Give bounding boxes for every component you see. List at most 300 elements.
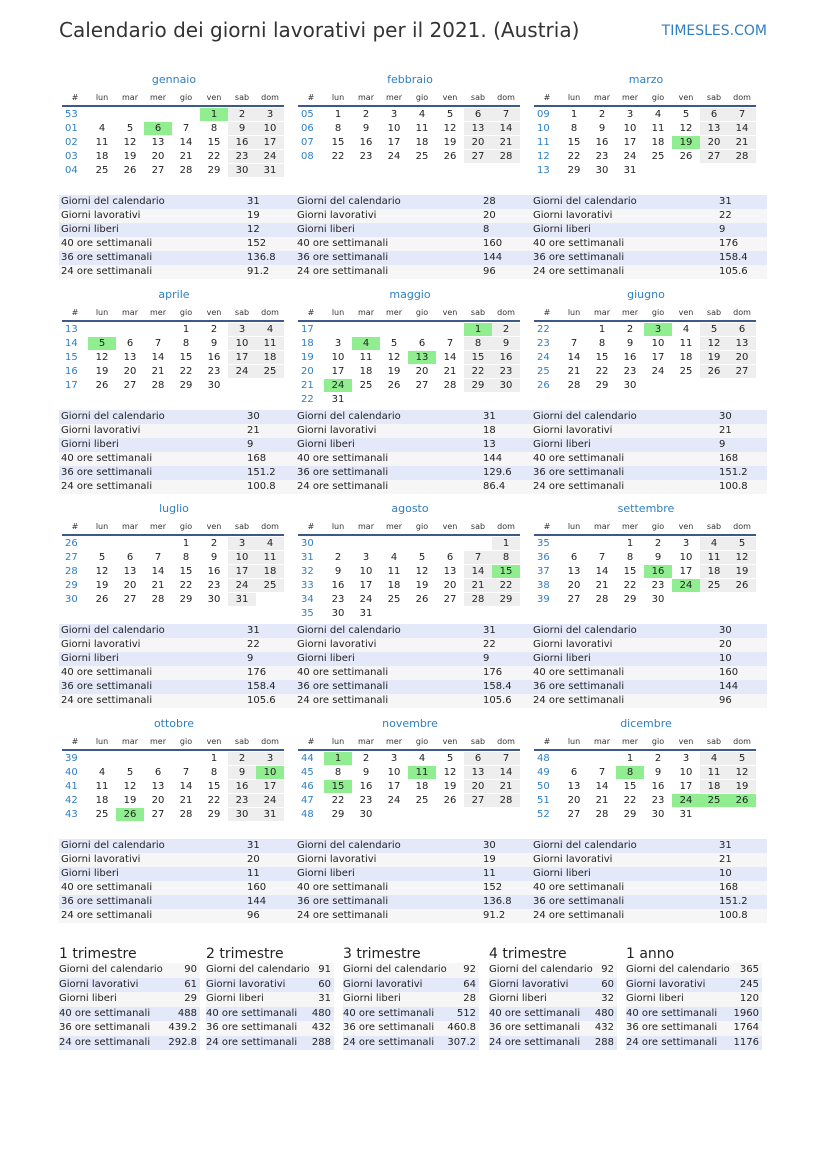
day-cell[interactable]: 9 [654, 552, 662, 563]
day-cell[interactable]: 3 [682, 753, 690, 764]
day-cell[interactable]: 7 [446, 338, 454, 349]
day-cell[interactable]: 28 [595, 809, 609, 820]
day-cell[interactable]: 20 [443, 580, 457, 591]
day-cell[interactable]: 12 [679, 123, 693, 134]
day-cell[interactable]: 24 [228, 365, 256, 378]
day-cell[interactable]: 24 [387, 151, 401, 162]
day-cell[interactable]: 26 [123, 165, 137, 176]
day-cell[interactable]: 12 [443, 123, 457, 134]
day-cell[interactable]: 28 [151, 380, 165, 391]
day-cell[interactable]: 22 [464, 365, 492, 378]
day-cell[interactable]: 27 [700, 150, 728, 163]
day-cell[interactable]: 6 [126, 338, 134, 349]
day-cell[interactable]: 16 [207, 352, 221, 363]
day-cell[interactable]: 21 [595, 795, 609, 806]
day-cell[interactable]: 4 [418, 109, 426, 120]
day-cell[interactable]: 20 [151, 795, 165, 806]
day-cell[interactable]: 2 [210, 538, 218, 549]
day-cell[interactable]: 4 [98, 123, 106, 134]
day-cell[interactable]: 26 [728, 794, 756, 807]
day-cell[interactable]: 21 [492, 780, 520, 793]
day-cell[interactable]: 14 [728, 122, 756, 135]
day-cell[interactable]: 30 [228, 808, 256, 821]
day-cell[interactable]: 2 [626, 324, 634, 335]
day-cell[interactable]: 14 [151, 352, 165, 363]
day-cell[interactable]: 24 [228, 579, 256, 592]
day-cell[interactable]: 3 [626, 109, 634, 120]
day-cell[interactable]: 4 [700, 752, 728, 765]
day-cell[interactable]: 29 [623, 809, 637, 820]
day-cell[interactable]: 23 [359, 151, 373, 162]
day-cell[interactable]: 23 [207, 366, 221, 377]
day-cell[interactable]: 29 [595, 380, 609, 391]
day-cell[interactable]: 22 [567, 151, 581, 162]
day-cell[interactable]: 29 [492, 593, 520, 606]
day-cell[interactable]: 30 [331, 608, 345, 619]
day-cell[interactable]: 18 [95, 151, 109, 162]
day-cell[interactable]: 14 [595, 781, 609, 792]
day-cell[interactable]: 31 [256, 808, 284, 821]
day-cell[interactable]: 17 [679, 566, 693, 577]
day-cell[interactable]: 14 [464, 565, 492, 578]
day-cell[interactable]: 19 [728, 780, 756, 793]
day-cell[interactable]: 2 [362, 109, 370, 120]
day-cell[interactable]: 6 [728, 323, 756, 336]
day-cell[interactable]: 5 [728, 752, 756, 765]
day-cell[interactable]: 4 [256, 323, 284, 336]
day-cell[interactable]: 9 [362, 123, 370, 134]
day-cell[interactable]: 11 [679, 338, 693, 349]
day-cell[interactable]: 23 [651, 580, 665, 591]
day-cell[interactable]: 3 [644, 323, 672, 336]
day-cell[interactable]: 23 [207, 580, 221, 591]
day-cell[interactable]: 25 [256, 365, 284, 378]
day-cell[interactable]: 21 [567, 366, 581, 377]
day-cell[interactable]: 12 [443, 767, 457, 778]
day-cell[interactable]: 25 [415, 795, 429, 806]
day-cell[interactable]: 15 [492, 565, 520, 578]
day-cell[interactable]: 22 [207, 795, 221, 806]
day-cell[interactable]: 20 [464, 780, 492, 793]
day-cell[interactable]: 8 [182, 338, 190, 349]
day-cell[interactable]: 3 [362, 552, 370, 563]
day-cell[interactable]: 26 [415, 594, 429, 605]
day-cell[interactable]: 24 [256, 794, 284, 807]
day-cell[interactable]: 2 [492, 323, 520, 336]
day-cell[interactable]: 9 [598, 123, 606, 134]
day-cell[interactable]: 10 [679, 767, 693, 778]
day-cell[interactable]: 6 [446, 552, 454, 563]
day-cell[interactable]: 5 [446, 109, 454, 120]
day-cell[interactable]: 28 [567, 380, 581, 391]
day-cell[interactable]: 13 [443, 566, 457, 577]
day-cell[interactable]: 9 [492, 337, 520, 350]
day-cell[interactable]: 19 [415, 580, 429, 591]
day-cell[interactable]: 9 [228, 766, 256, 779]
day-cell[interactable]: 3 [390, 753, 398, 764]
day-cell[interactable]: 10 [359, 566, 373, 577]
day-cell[interactable]: 30 [359, 809, 373, 820]
day-cell[interactable]: 19 [728, 565, 756, 578]
day-cell[interactable]: 11 [95, 781, 109, 792]
day-cell[interactable]: 20 [123, 366, 137, 377]
day-cell[interactable]: 2 [654, 538, 662, 549]
day-cell[interactable]: 15 [179, 566, 193, 577]
day-cell[interactable]: 14 [443, 352, 457, 363]
day-cell[interactable]: 8 [464, 337, 492, 350]
day-cell[interactable]: 28 [728, 150, 756, 163]
day-cell[interactable]: 22 [623, 795, 637, 806]
day-cell[interactable]: 21 [151, 366, 165, 377]
day-cell[interactable]: 14 [492, 122, 520, 135]
day-cell[interactable]: 31 [228, 593, 256, 606]
day-cell[interactable]: 12 [700, 337, 728, 350]
day-cell[interactable]: 15 [179, 352, 193, 363]
day-cell[interactable]: 9 [210, 338, 218, 349]
day-cell[interactable]: 25 [700, 579, 728, 592]
day-cell[interactable]: 25 [95, 165, 109, 176]
day-cell[interactable]: 10 [387, 123, 401, 134]
day-cell[interactable]: 21 [728, 136, 756, 149]
day-cell[interactable]: 10 [679, 552, 693, 563]
day-cell[interactable]: 4 [418, 753, 426, 764]
day-cell[interactable]: 15 [623, 781, 637, 792]
day-cell[interactable]: 25 [359, 380, 373, 391]
day-cell[interactable]: 11 [95, 137, 109, 148]
day-cell[interactable]: 13 [151, 137, 165, 148]
day-cell[interactable]: 25 [700, 794, 728, 807]
day-cell[interactable]: 2 [362, 753, 370, 764]
day-cell[interactable]: 8 [210, 767, 218, 778]
day-cell[interactable]: 4 [352, 337, 380, 350]
day-cell[interactable]: 9 [334, 566, 342, 577]
day-cell[interactable]: 11 [408, 766, 436, 779]
day-cell[interactable]: 21 [179, 795, 193, 806]
day-cell[interactable]: 22 [179, 580, 193, 591]
day-cell[interactable]: 31 [679, 809, 693, 820]
day-cell[interactable]: 10 [651, 338, 665, 349]
day-cell[interactable]: 18 [95, 795, 109, 806]
day-cell[interactable]: 31 [331, 394, 345, 405]
day-cell[interactable]: 11 [651, 123, 665, 134]
day-cell[interactable]: 15 [331, 137, 345, 148]
day-cell[interactable]: 24 [651, 366, 665, 377]
day-cell[interactable]: 22 [492, 579, 520, 592]
day-cell[interactable]: 16 [359, 137, 373, 148]
day-cell[interactable]: 4 [390, 552, 398, 563]
day-cell[interactable]: 1 [464, 323, 492, 336]
day-cell[interactable]: 29 [179, 380, 193, 391]
day-cell[interactable]: 10 [228, 337, 256, 350]
day-cell[interactable]: 26 [679, 151, 693, 162]
day-cell[interactable]: 16 [644, 565, 672, 578]
day-cell[interactable]: 21 [595, 580, 609, 591]
day-cell[interactable]: 11 [700, 766, 728, 779]
day-cell[interactable]: 8 [492, 551, 520, 564]
day-cell[interactable]: 31 [256, 164, 284, 177]
day-cell[interactable]: 2 [334, 552, 342, 563]
day-cell[interactable]: 18 [387, 580, 401, 591]
day-cell[interactable]: 20 [728, 351, 756, 364]
day-cell[interactable]: 21 [492, 136, 520, 149]
day-cell[interactable]: 18 [415, 137, 429, 148]
day-cell[interactable]: 26 [95, 380, 109, 391]
day-cell[interactable]: 31 [623, 165, 637, 176]
day-cell[interactable]: 25 [415, 151, 429, 162]
day-cell[interactable]: 16 [228, 136, 256, 149]
day-cell[interactable]: 10 [331, 352, 345, 363]
day-cell[interactable]: 27 [567, 594, 581, 605]
day-cell[interactable]: 17 [228, 351, 256, 364]
day-cell[interactable]: 13 [464, 766, 492, 779]
day-cell[interactable]: 30 [595, 165, 609, 176]
day-cell[interactable]: 25 [679, 366, 693, 377]
day-cell[interactable]: 20 [415, 366, 429, 377]
day-cell[interactable]: 24 [324, 379, 352, 392]
day-cell[interactable]: 29 [567, 165, 581, 176]
day-cell[interactable]: 8 [334, 767, 342, 778]
day-cell[interactable]: 10 [387, 767, 401, 778]
day-cell[interactable]: 22 [331, 795, 345, 806]
day-cell[interactable]: 24 [387, 795, 401, 806]
day-cell[interactable]: 10 [623, 123, 637, 134]
day-cell[interactable]: 7 [570, 338, 578, 349]
day-cell[interactable]: 23 [651, 795, 665, 806]
day-cell[interactable]: 12 [387, 352, 401, 363]
day-cell[interactable]: 7 [728, 108, 756, 121]
day-cell[interactable]: 27 [567, 809, 581, 820]
day-cell[interactable]: 1 [626, 538, 634, 549]
site-link[interactable]: TIMESLES.COM [661, 23, 767, 39]
day-cell[interactable]: 16 [228, 780, 256, 793]
day-cell[interactable]: 23 [623, 366, 637, 377]
day-cell[interactable]: 12 [415, 566, 429, 577]
day-cell[interactable]: 17 [651, 352, 665, 363]
day-cell[interactable]: 6 [154, 767, 162, 778]
day-cell[interactable]: 21 [151, 580, 165, 591]
day-cell[interactable]: 17 [331, 366, 345, 377]
day-cell[interactable]: 13 [700, 122, 728, 135]
day-cell[interactable]: 28 [443, 380, 457, 391]
day-cell[interactable]: 27 [464, 794, 492, 807]
day-cell[interactable]: 9 [228, 122, 256, 135]
day-cell[interactable]: 24 [672, 579, 700, 592]
day-cell[interactable]: 19 [123, 795, 137, 806]
day-cell[interactable]: 30 [207, 594, 221, 605]
day-cell[interactable]: 17 [387, 781, 401, 792]
day-cell[interactable]: 28 [151, 594, 165, 605]
day-cell[interactable]: 19 [95, 580, 109, 591]
day-cell[interactable]: 14 [179, 137, 193, 148]
day-cell[interactable]: 22 [331, 151, 345, 162]
day-cell[interactable]: 11 [415, 123, 429, 134]
day-cell[interactable]: 24 [359, 594, 373, 605]
day-cell[interactable]: 20 [123, 580, 137, 591]
day-cell[interactable]: 14 [595, 566, 609, 577]
day-cell[interactable]: 23 [228, 150, 256, 163]
day-cell[interactable]: 18 [700, 565, 728, 578]
day-cell[interactable]: 5 [682, 109, 690, 120]
day-cell[interactable]: 27 [443, 594, 457, 605]
day-cell[interactable]: 25 [651, 151, 665, 162]
day-cell[interactable]: 30 [651, 594, 665, 605]
day-cell[interactable]: 5 [88, 337, 116, 350]
day-cell[interactable]: 17 [359, 580, 373, 591]
day-cell[interactable]: 12 [95, 566, 109, 577]
day-cell[interactable]: 20 [464, 136, 492, 149]
day-cell[interactable]: 26 [443, 795, 457, 806]
day-cell[interactable]: 3 [682, 538, 690, 549]
day-cell[interactable]: 7 [464, 551, 492, 564]
day-cell[interactable]: 2 [210, 324, 218, 335]
day-cell[interactable]: 22 [207, 151, 221, 162]
day-cell[interactable]: 28 [464, 593, 492, 606]
day-cell[interactable]: 30 [228, 164, 256, 177]
day-cell[interactable]: 20 [567, 580, 581, 591]
day-cell[interactable]: 27 [123, 380, 137, 391]
day-cell[interactable]: 15 [464, 351, 492, 364]
day-cell[interactable]: 1 [626, 753, 634, 764]
day-cell[interactable]: 29 [179, 594, 193, 605]
day-cell[interactable]: 24 [256, 150, 284, 163]
day-cell[interactable]: 30 [651, 809, 665, 820]
day-cell[interactable]: 2 [228, 108, 256, 121]
day-cell[interactable]: 28 [179, 809, 193, 820]
day-cell[interactable]: 21 [464, 579, 492, 592]
day-cell[interactable]: 14 [179, 781, 193, 792]
day-cell[interactable]: 7 [492, 108, 520, 121]
day-cell[interactable]: 23 [492, 365, 520, 378]
day-cell[interactable]: 13 [123, 566, 137, 577]
day-cell[interactable]: 18 [256, 565, 284, 578]
day-cell[interactable]: 8 [598, 338, 606, 349]
day-cell[interactable]: 3 [256, 752, 284, 765]
day-cell[interactable]: 26 [387, 380, 401, 391]
day-cell[interactable]: 3 [390, 109, 398, 120]
day-cell[interactable]: 17 [256, 136, 284, 149]
day-cell[interactable]: 19 [123, 151, 137, 162]
day-cell[interactable]: 9 [210, 552, 218, 563]
day-cell[interactable]: 15 [567, 137, 581, 148]
day-cell[interactable]: 16 [331, 580, 345, 591]
day-cell[interactable]: 12 [728, 551, 756, 564]
day-cell[interactable]: 18 [679, 352, 693, 363]
day-cell[interactable]: 28 [595, 594, 609, 605]
day-cell[interactable]: 19 [672, 136, 700, 149]
day-cell[interactable]: 28 [492, 150, 520, 163]
day-cell[interactable]: 16 [623, 352, 637, 363]
day-cell[interactable]: 5 [126, 767, 134, 778]
day-cell[interactable]: 26 [728, 579, 756, 592]
day-cell[interactable]: 26 [95, 594, 109, 605]
day-cell[interactable]: 3 [256, 108, 284, 121]
day-cell[interactable]: 15 [207, 137, 221, 148]
day-cell[interactable]: 19 [700, 351, 728, 364]
day-cell[interactable]: 29 [207, 165, 221, 176]
day-cell[interactable]: 12 [123, 781, 137, 792]
day-cell[interactable]: 30 [492, 379, 520, 392]
day-cell[interactable]: 17 [256, 780, 284, 793]
day-cell[interactable]: 30 [623, 380, 637, 391]
day-cell[interactable]: 16 [595, 137, 609, 148]
day-cell[interactable]: 8 [210, 123, 218, 134]
day-cell[interactable]: 16 [359, 781, 373, 792]
day-cell[interactable]: 5 [126, 123, 134, 134]
day-cell[interactable]: 8 [616, 766, 644, 779]
day-cell[interactable]: 3 [334, 338, 342, 349]
day-cell[interactable]: 13 [151, 781, 165, 792]
day-cell[interactable]: 20 [567, 795, 581, 806]
day-cell[interactable]: 27 [728, 365, 756, 378]
day-cell[interactable]: 7 [182, 123, 190, 134]
day-cell[interactable]: 11 [256, 337, 284, 350]
day-cell[interactable]: 25 [95, 809, 109, 820]
day-cell[interactable]: 18 [256, 351, 284, 364]
day-cell[interactable]: 19 [387, 366, 401, 377]
day-cell[interactable]: 17 [679, 781, 693, 792]
day-cell[interactable]: 18 [359, 366, 373, 377]
day-cell[interactable]: 5 [446, 753, 454, 764]
day-cell[interactable]: 9 [654, 767, 662, 778]
day-cell[interactable]: 13 [567, 566, 581, 577]
day-cell[interactable]: 1 [492, 537, 520, 550]
day-cell[interactable]: 14 [151, 566, 165, 577]
day-cell[interactable]: 16 [492, 351, 520, 364]
day-cell[interactable]: 29 [464, 379, 492, 392]
day-cell[interactable]: 15 [623, 566, 637, 577]
day-cell[interactable]: 4 [654, 109, 662, 120]
day-cell[interactable]: 15 [595, 352, 609, 363]
day-cell[interactable]: 1 [182, 324, 190, 335]
day-cell[interactable]: 5 [390, 338, 398, 349]
day-cell[interactable]: 5 [700, 323, 728, 336]
day-cell[interactable]: 23 [359, 795, 373, 806]
day-cell[interactable]: 2 [654, 753, 662, 764]
day-cell[interactable]: 1 [200, 108, 228, 121]
day-cell[interactable]: 6 [418, 338, 426, 349]
day-cell[interactable]: 5 [728, 537, 756, 550]
day-cell[interactable]: 1 [182, 538, 190, 549]
day-cell[interactable]: 29 [623, 594, 637, 605]
day-cell[interactable]: 13 [728, 337, 756, 350]
day-cell[interactable]: 19 [443, 781, 457, 792]
day-cell[interactable]: 24 [672, 794, 700, 807]
day-cell[interactable]: 28 [179, 165, 193, 176]
day-cell[interactable]: 4 [682, 324, 690, 335]
day-cell[interactable]: 2 [228, 752, 256, 765]
day-cell[interactable]: 26 [116, 808, 144, 821]
day-cell[interactable]: 4 [700, 537, 728, 550]
day-cell[interactable]: 20 [151, 151, 165, 162]
day-cell[interactable]: 22 [623, 580, 637, 591]
day-cell[interactable]: 23 [228, 794, 256, 807]
day-cell[interactable]: 25 [387, 594, 401, 605]
day-cell[interactable]: 27 [464, 150, 492, 163]
day-cell[interactable]: 6 [464, 108, 492, 121]
day-cell[interactable]: 6 [144, 122, 172, 135]
day-cell[interactable]: 1 [334, 109, 342, 120]
day-cell[interactable]: 4 [256, 537, 284, 550]
day-cell[interactable]: 6 [570, 767, 578, 778]
day-cell[interactable]: 1 [598, 324, 606, 335]
day-cell[interactable]: 4 [98, 767, 106, 778]
day-cell[interactable]: 10 [256, 766, 284, 779]
day-cell[interactable]: 7 [598, 767, 606, 778]
day-cell[interactable]: 26 [700, 365, 728, 378]
day-cell[interactable]: 8 [182, 552, 190, 563]
day-cell[interactable]: 7 [154, 552, 162, 563]
day-cell[interactable]: 14 [492, 766, 520, 779]
